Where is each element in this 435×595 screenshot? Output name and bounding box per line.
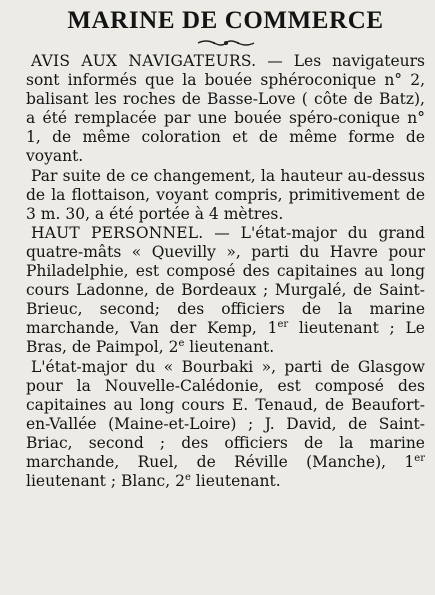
ordinal-suffix: er (277, 319, 289, 331)
bourbaki-text-c: lieutenant. (190, 472, 281, 491)
personnel-text-a: — L'état-major du grand quatre-mâts « Quevilly », parti du Havre pour Philadelphie, est composé des capitaines au long cours Ladonne, de Bordeaux ; Murgalé, de Saint-Brieuc, second; des officiers de la marine marchande, Van der Kemp, 1 (26, 223, 425, 338)
ornament-divider (196, 38, 256, 48)
change-paragraph (26, 167, 425, 224)
personnel-heading: HAUT PERSONNEL. (31, 223, 204, 242)
bourbaki-text-a: L'état-major du « Bourbaki », parti de Glasgow pour la Nouvelle-Calédonie, est composé des capitaines au long cours E. Tenaud, de Beaufort-en-Vallée (Maine-et-Loire) ; J. David, de Saint-Briac, second ; des officiers de la marine marchande, Ruel, de Réville (Manche), 1 (26, 357, 425, 471)
personnel-text-b: lieutenant ; Le Bras, de Paimpol, 2 (26, 319, 425, 357)
ordinal-suffix: e (184, 471, 191, 483)
notice-paragraph (26, 52, 425, 167)
article-body (26, 52, 425, 491)
notice-text: — Les navigateurs sont informés que la bouée sphéroconique n° 2, balisant les roches de Basse-Love ( côte de Batz), a été remplacée par une bouée spéro-conique n° 1, de même coloration et de même forme de voyant. (26, 52, 425, 166)
bourbaki-paragraph (26, 358, 425, 492)
ordinal-suffix: e (178, 338, 185, 350)
ordinal-suffix: er (414, 452, 425, 464)
bourbaki-text-b: lieutenant ; Blanc, 2 (26, 472, 185, 491)
notice-heading: AVIS AUX NAVIGATEURS. (31, 52, 257, 70)
personnel-paragraph (26, 224, 425, 358)
section-title: MARINE DE COMMERCE (67, 7, 384, 34)
change-text: Par suite de ce changement, la hauteur au-dessus de la flottaison, voyant compris, primitivement de 3 m. 30, a été portée à 4 mètres. (26, 166, 425, 223)
personnel-text-c: lieutenant. (184, 338, 275, 357)
